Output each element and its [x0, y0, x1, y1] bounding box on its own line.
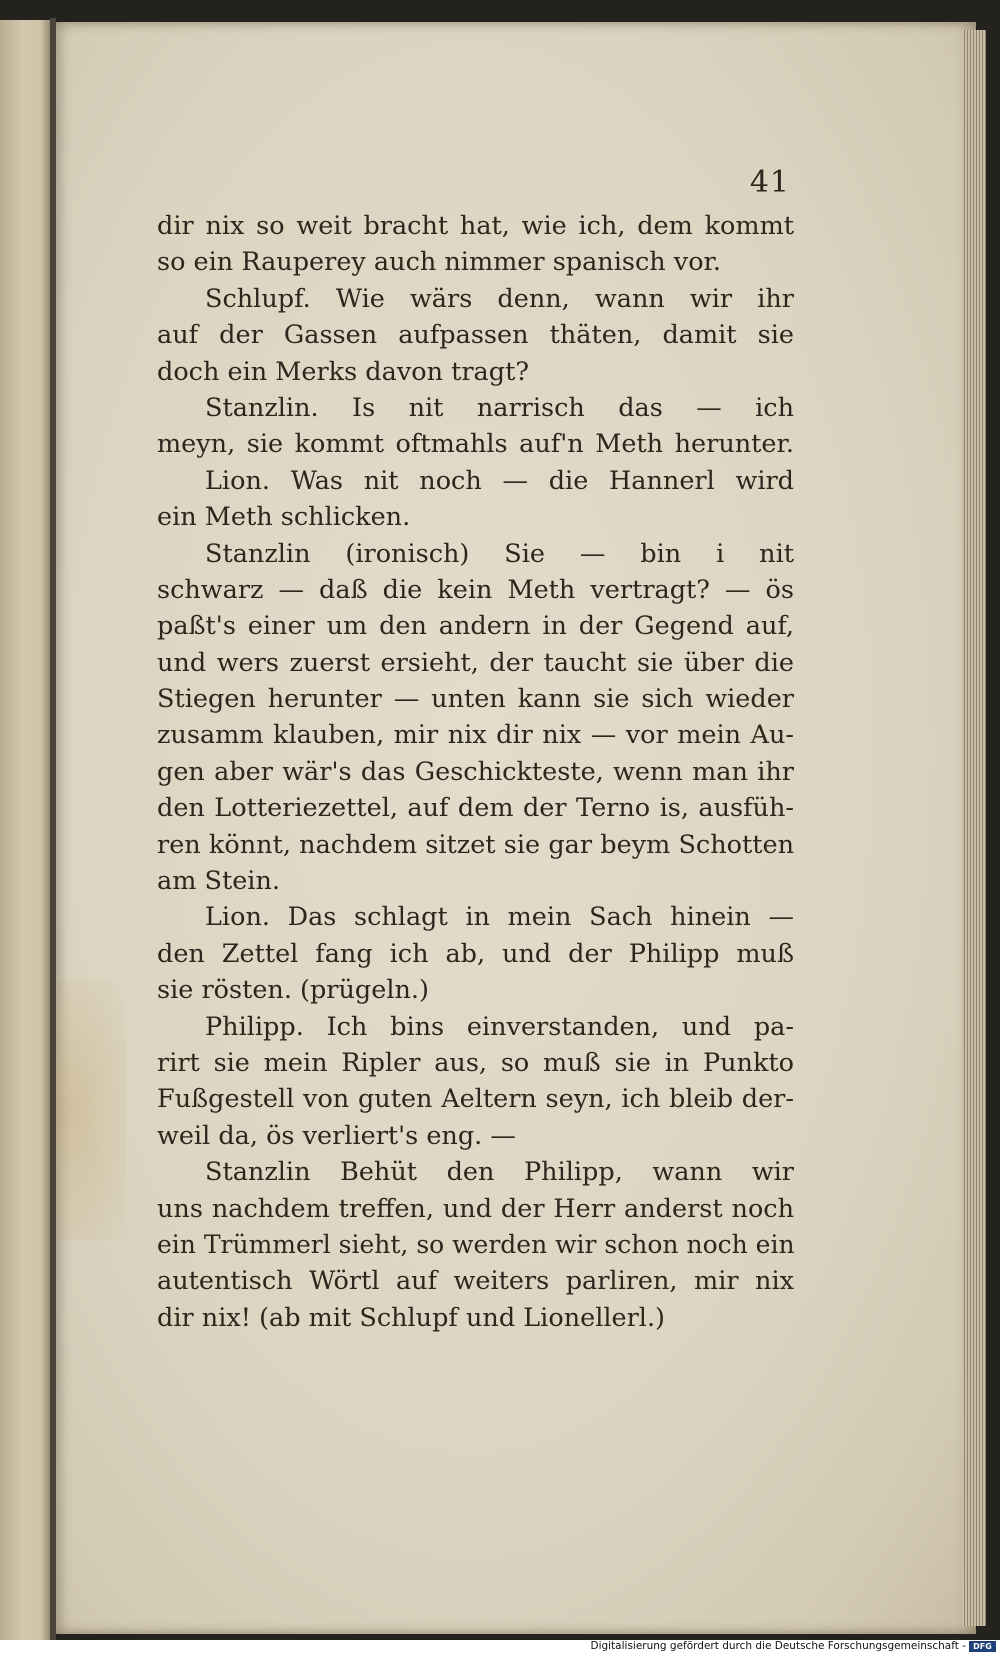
binding-spine [0, 20, 52, 1640]
funding-credit: Digitalisierung gefördert durch die Deutsche Forschungsgemeinschaft - [590, 1640, 966, 1652]
text-line: sie rösten. (prügeln.) [157, 975, 429, 1006]
text-line: gen aber wär's das Geschickteste, wenn man ihr [157, 756, 794, 787]
text-line: so ein Rauperey auch nimmer spanisch vor. [157, 247, 722, 278]
text-line: Stanzlin (ironisch) Sie — bin i nit [205, 538, 794, 569]
text-line: meyn, sie kommt oftmahls auf'n Meth herunter. [157, 429, 794, 460]
text-line: am Stein. [157, 866, 280, 897]
text-line: Lion. Das schlagt in mein Sach hinein — [205, 902, 794, 933]
text-line: ein Meth schlicken. [157, 502, 411, 533]
text-line: rirt sie mein Ripler aus, so muß sie in Punkto [157, 1047, 794, 1078]
page-number: 41 [749, 165, 790, 200]
page-stack-edge [962, 30, 986, 1626]
footer-bar [0, 1640, 1000, 1653]
text-line: schwarz — daß die kein Meth vertragt? — ös [157, 574, 794, 605]
text-line: Stanzlin. Is nit narrisch das — ich [205, 392, 794, 423]
text-line: den Zettel fang ich ab, und der Philipp muß [157, 938, 794, 969]
text-line: paßt's einer um den andern in der Gegend auf, [157, 611, 794, 642]
text-line: und wers zuerst ersieht, der taucht sie über die [157, 647, 794, 678]
text-line: den Lotteriezettel, auf dem der Terno is, ausfüh- [157, 793, 794, 824]
text-line: Lion. Was nit noch — die Hannerl wird [205, 465, 794, 496]
text-line: Philipp. Ich bins einverstanden, und pa- [205, 1011, 794, 1042]
text-line: ren könnt, nachdem sitzet sie gar beym Schotten [157, 829, 794, 860]
text-line: dir nix! (ab mit Schlupf und Lionellerl.) [157, 1302, 666, 1333]
text-line: ein Trümmerl sieht, so werden wir schon noch ein [157, 1229, 795, 1259]
text-line: auf der Gassen aufpassen thäten, damit sie [157, 320, 794, 351]
text-line: Stiegen herunter — unten kann sie sich wieder [157, 684, 794, 715]
text-block [157, 208, 794, 1336]
text-line: dir nix so weit bracht hat, wie ich, dem kommt [157, 211, 794, 241]
text-line: Schlupf. Wie wärs denn, wann wir ihr [205, 283, 794, 314]
text-line: uns nachdem treffen, und der Herr anderst noch [157, 1193, 794, 1224]
text-line: zusamm klauben, mir nix dir nix — vor mein Au- [157, 720, 794, 751]
text-line: doch ein Merks davon tragt? [157, 356, 529, 387]
text-line: Fußgestell von guten Aeltern seyn, ich bleib der- [157, 1084, 794, 1115]
text-line: Stanzlin Behüt den Philipp, wann wir [205, 1157, 794, 1188]
text-line: autentisch Wörtl auf weiters parliren, mir nix [157, 1266, 794, 1297]
dfg-logo: DFG [969, 1641, 996, 1652]
text-line: weil da, ös verliert's eng. — [157, 1120, 516, 1151]
paper-stain [56, 980, 126, 1240]
